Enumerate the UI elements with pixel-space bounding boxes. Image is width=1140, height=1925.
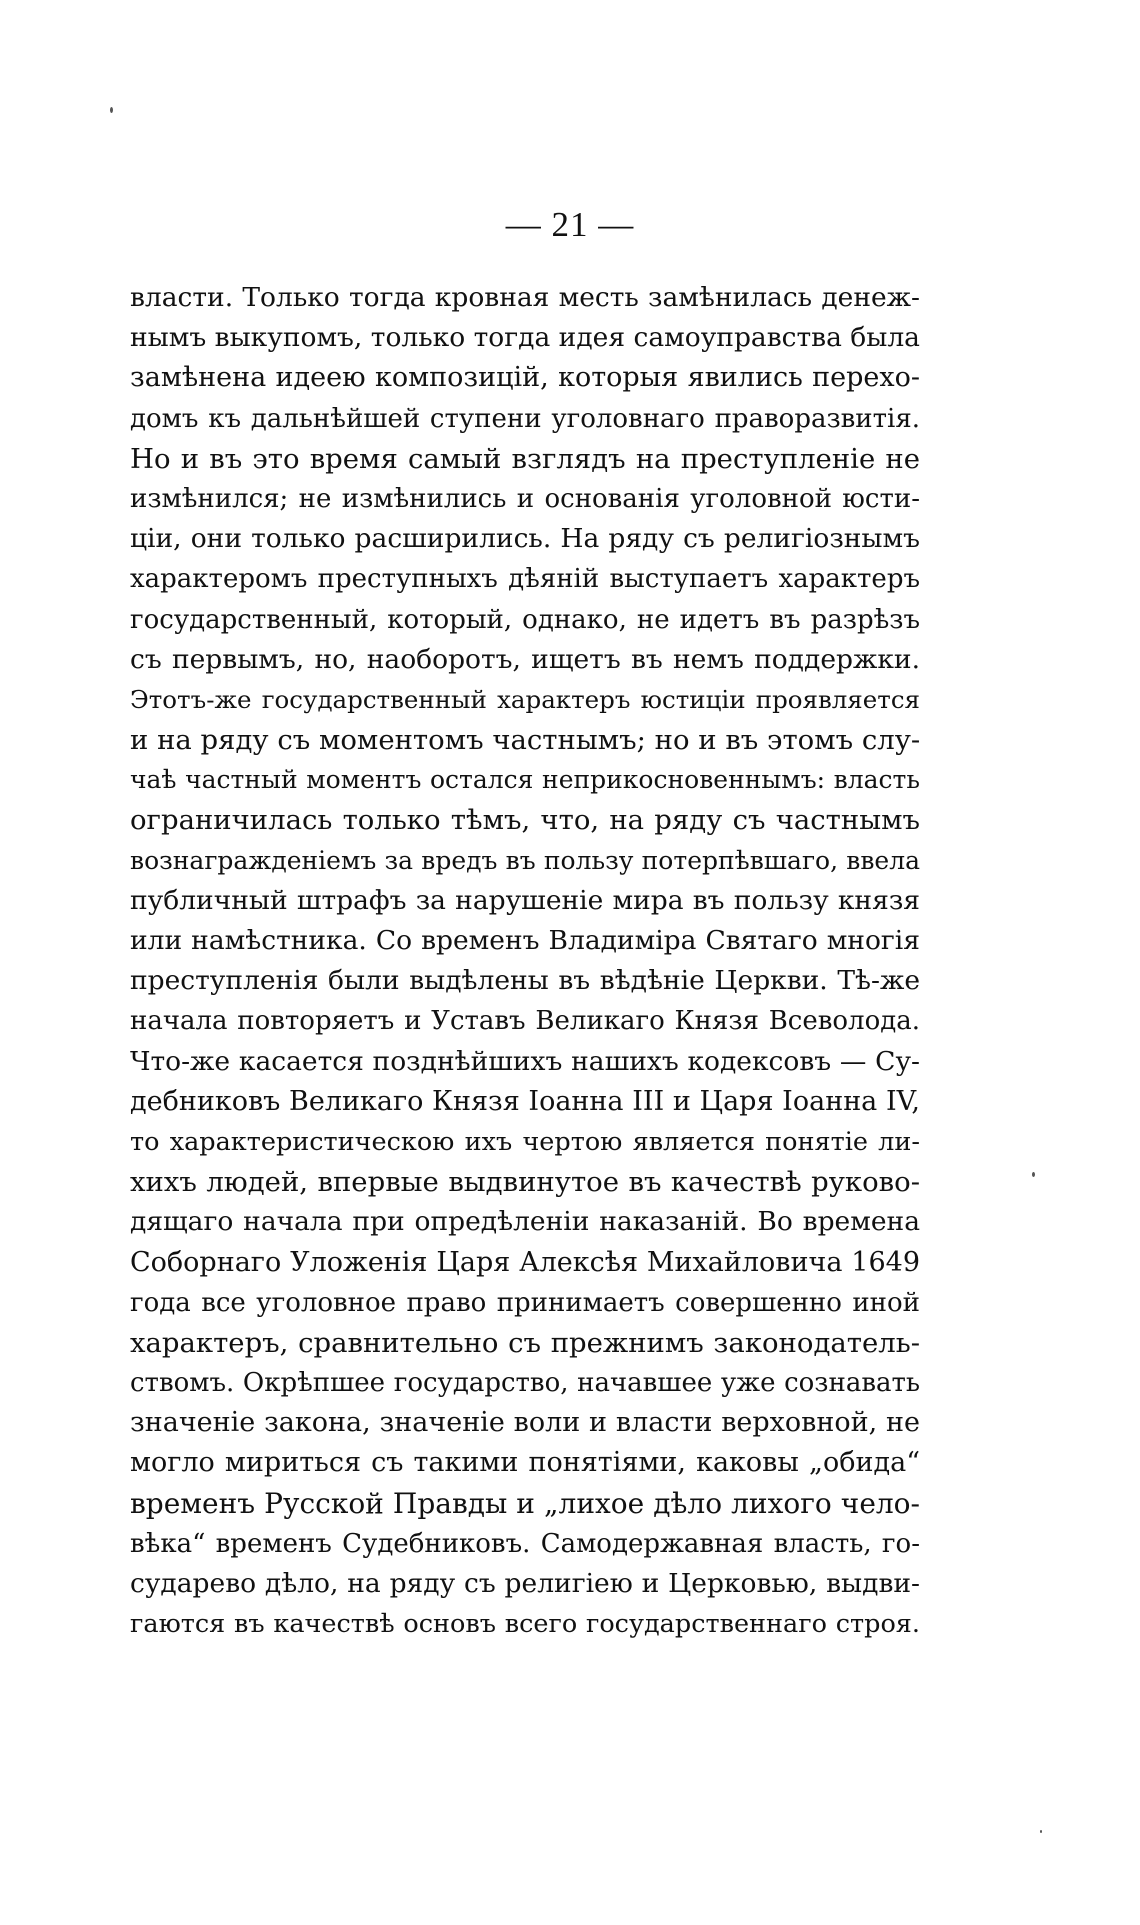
- text-line: ціи, они только расширились. На ряду съ религіознымъ: [130, 523, 920, 555]
- text-line: характеромъ преступныхъ дѣяній выступаетъ характеръ: [130, 564, 920, 595]
- text-line: и на ряду съ моментомъ частнымъ; но и въ этомъ слу-: [130, 724, 921, 757]
- text-line: ограничилась только тѣмъ, что, на ряду съ частнымъ: [130, 804, 920, 837]
- text-line: временъ Русской Правды и „лихое дѣло лихого чело-: [130, 1486, 920, 1520]
- page-number: — 21 —: [505, 205, 635, 244]
- text-line: власти. Только тогда кровная месть замѣнилась денеж-: [130, 282, 920, 313]
- print-speck: [1040, 1830, 1042, 1833]
- text-line: ствомъ. Окрѣпшее государство, начавшее уже сознавать: [130, 1368, 920, 1399]
- text-line: дящаго начала при опредѣленіи наказаній. Во времена: [130, 1206, 920, 1238]
- text-line: Но и въ это время самый взглядъ на преступленіе не: [130, 442, 920, 475]
- text-line: могло мириться съ такими понятіями, каковы „обида“: [130, 1447, 920, 1479]
- text-line: гаются въ качествѣ основъ всего государственнаго строя.: [130, 1609, 920, 1640]
- text-line: характеръ, сравнительно съ прежнимъ законодатель-: [130, 1326, 920, 1359]
- text-line: съ первымъ, но, наоборотъ, ищетъ въ немъ поддержки.: [130, 643, 920, 675]
- text-line: значеніе закона, значеніе воли и власти верховной, не: [130, 1407, 920, 1439]
- text-line: измѣнился; не измѣнились и основанія уголовной юсти-: [130, 483, 920, 514]
- text-line: вѣка“ временъ Судебниковъ. Самодержавная власть, го-: [130, 1528, 920, 1559]
- text-line: или намѣстника. Со временъ Владиміра Святаго многія: [130, 925, 920, 956]
- body-text: [130, 278, 920, 1644]
- print-speck: [1032, 1172, 1035, 1177]
- print-speck: [110, 107, 113, 113]
- text-line: сударево дѣло, на ряду съ религіею и Церковью, выдви-: [130, 1568, 920, 1599]
- text-line: замѣнена идеею композицій, которыя явились перехо-: [130, 362, 920, 394]
- text-line: домъ къ дальнѣйшей ступени уголовнаго праворазвитія.: [130, 403, 920, 434]
- text-line: Что-же касается позднѣйшихъ нашихъ кодексовъ — Су-: [130, 1045, 920, 1077]
- text-line: то характеристическою ихъ чертою является понятіе ли-: [130, 1126, 920, 1157]
- text-line: Соборнаго Уложенія Царя Алексѣя Михайловича 1649: [130, 1246, 920, 1278]
- text-line: преступленія были выдѣлены въ вѣдѣніе Церкви. Тѣ-же: [130, 965, 920, 997]
- text-line: нымъ выкупомъ, только тогда идея самоуправства была: [130, 322, 920, 354]
- text-line: Этотъ-же государственный характеръ юстиціи проявляется: [130, 684, 920, 714]
- text-line: года все уголовное право принимаетъ совершенно иной: [130, 1287, 920, 1318]
- text-line: вознагражденіемъ за вредъ въ пользу потерпѣвшаго, ввела: [130, 845, 920, 875]
- text-line: дебниковъ Великаго Князя Іоанна III и Царя Іоанна IV,: [130, 1085, 920, 1117]
- text-line: публичный штрафъ за нарушеніе мира въ пользу князя: [130, 884, 920, 916]
- text-line: хихъ людей, впервые выдвинутое въ качествѣ руково-: [130, 1166, 920, 1199]
- text-line: начала повторяетъ и Уставъ Великаго Князя Всеволода.: [130, 1006, 920, 1037]
- text-line: государственный, который, однако, не идетъ въ разрѣзъ: [130, 604, 920, 635]
- text-line: чаѣ частный моментъ остался неприкосновеннымъ: власть: [130, 765, 920, 795]
